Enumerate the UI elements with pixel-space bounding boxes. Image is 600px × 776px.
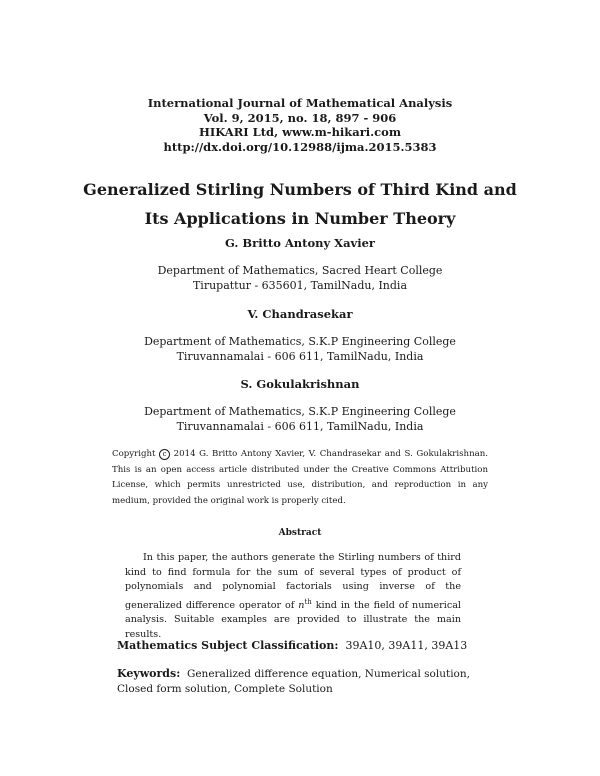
- author-affiliation: [0, 263, 600, 293]
- abstract-heading: Abstract: [278, 528, 322, 538]
- keywords-value: Generalized difference equation, Numerical solution, Closed form solution, Complete Solution: [117, 668, 470, 695]
- abstract-body: [125, 551, 461, 642]
- affiliation-dept: Department of Mathematics, S.K.P Engineering College: [144, 335, 456, 348]
- abstract-math-n: n: [298, 599, 305, 611]
- keywords: [117, 666, 489, 697]
- copyright-icon: c: [159, 449, 170, 460]
- affiliation-dept: Department of Mathematics, S.K.P Engineering College: [144, 405, 456, 418]
- author-name: G. Britto Antony Xavier: [225, 236, 375, 250]
- author-affiliation: [0, 404, 600, 434]
- title-line-1: Generalized Stirling Numbers of Third Kind and: [83, 180, 517, 199]
- msc-value: 39A10, 39A11, 39A13: [345, 639, 468, 652]
- keywords-label: Keywords:: [117, 667, 181, 680]
- affiliation-place: Tiruvannamalai - 606 611, TamilNadu, India: [176, 420, 424, 433]
- affiliation-place: Tirupattur - 635601, TamilNadu, India: [192, 279, 408, 292]
- title-line-2: Its Applications in Number Theory: [144, 209, 456, 228]
- paper-title: [0, 175, 600, 233]
- journal-header: [0, 96, 600, 154]
- author-affiliation: [0, 334, 600, 364]
- journal-name: International Journal of Mathematical Analysis: [147, 96, 453, 110]
- msc-label: Mathematics Subject Classification:: [117, 639, 339, 652]
- subject-classification: [117, 639, 467, 652]
- abstract-text-after: kind in the field of numerical analysis. Suitable examples are provided to illustrate the main results.: [125, 599, 461, 640]
- abstract-text-before: In this paper, the authors generate the Stirling numbers of third kind to find formula for the sum of several types of product of polynomials and polynomial factorials using inverse of the generalized difference operator of: [125, 552, 461, 611]
- author-name: V. Chandrasekar: [247, 307, 353, 321]
- abstract-math-superscript: th: [304, 597, 312, 606]
- journal-doi: http://dx.doi.org/10.12988/ijma.2015.5383: [163, 139, 437, 154]
- affiliation-dept: Department of Mathematics, Sacred Heart College: [157, 264, 443, 277]
- copyright-prefix: Copyright: [112, 449, 156, 459]
- journal-volume: Vol. 9, 2015, no. 18, 897 - 906: [203, 110, 397, 125]
- copyright-notice: [112, 447, 488, 509]
- affiliation-place: Tiruvannamalai - 606 611, TamilNadu, India: [176, 350, 424, 363]
- copyright-text: 2014 G. Britto Antony Xavier, V. Chandrasekar and S. Gokulakrishnan. This is an open access article distributed under the Creative Commons Attribution License, which permits unrestricted use, distribution, and reproduction in any medium, provided the original work is properly cited.: [112, 449, 489, 506]
- journal-publisher: HIKARI Ltd, www.m-hikari.com: [199, 125, 401, 139]
- author-name: S. Gokulakrishnan: [240, 377, 360, 391]
